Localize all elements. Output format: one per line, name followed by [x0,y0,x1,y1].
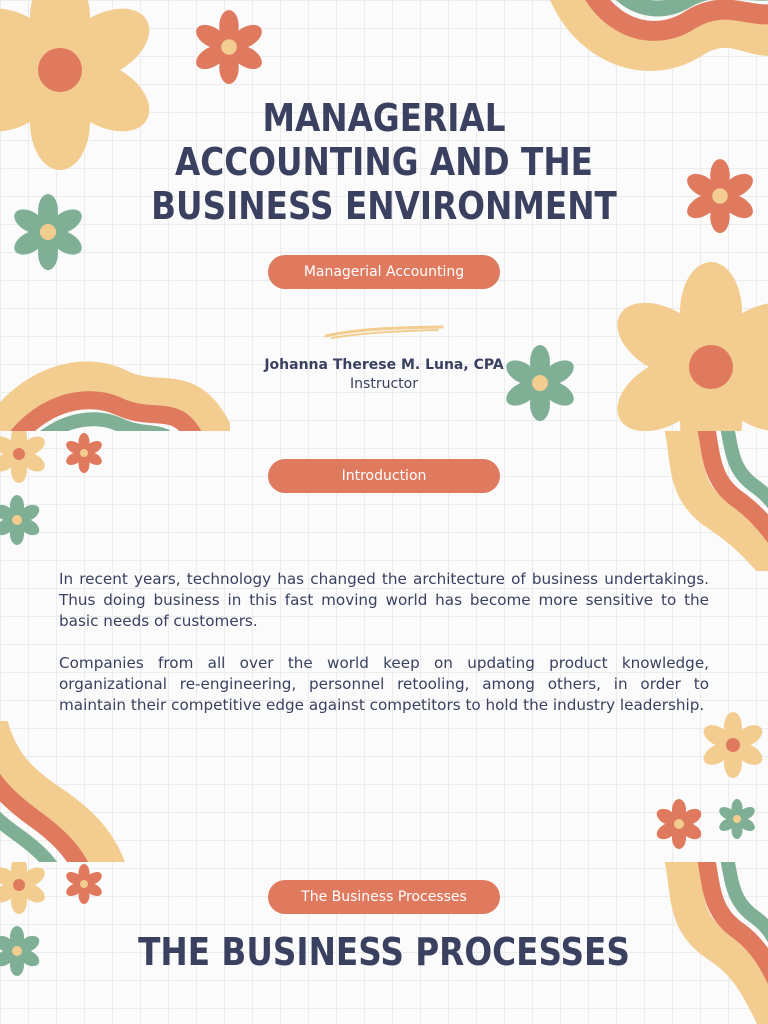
author-block [0,357,768,392]
slide-title [0,0,768,431]
intro-paragraph: Companies from all over the world keep on updating product knowledge, organizational re-engineering, personnel retooling, among others, in order to maintain their competitive edge against competitors to hold the industry leadership. [59,654,709,714]
author-role: Instructor [350,376,418,392]
flower-icon [0,431,50,485]
slide-business-processes [0,862,768,1024]
title-line: MANAGERIAL [262,96,506,140]
brush-stroke-icon [322,322,446,342]
page-title [54,96,714,228]
rainbow-icon [545,0,768,75]
flower-icon [62,431,106,475]
subject-badge: Managerial Accounting [268,255,500,289]
flower-icon [0,862,50,916]
rainbow-icon [660,431,768,571]
introduction-badge: Introduction [268,459,500,493]
title-line: ACCOUNTING AND THE [174,140,594,184]
flower-icon [716,798,758,840]
flower-icon [190,8,268,86]
slide-introduction [0,431,768,862]
section-badge: The Business Processes [268,880,500,914]
flower-icon [699,711,767,779]
section-title: THE BUSINESS PROCESSES [138,930,630,974]
flower-icon [0,493,44,547]
rainbow-icon [0,721,140,862]
flower-icon [606,262,768,431]
intro-paragraph: In recent years, technology has changed the architecture of business undertakings. Thus doing business in this fast moving world has become more sensitive to the basic needs of customers. [59,570,709,630]
flower-icon [652,797,706,851]
flower-icon [62,862,106,906]
title-line: BUSINESS ENVIRONMENT [151,184,617,228]
author-name: Johanna Therese M. Luna, CPA [264,357,504,373]
flower-icon [0,924,44,978]
